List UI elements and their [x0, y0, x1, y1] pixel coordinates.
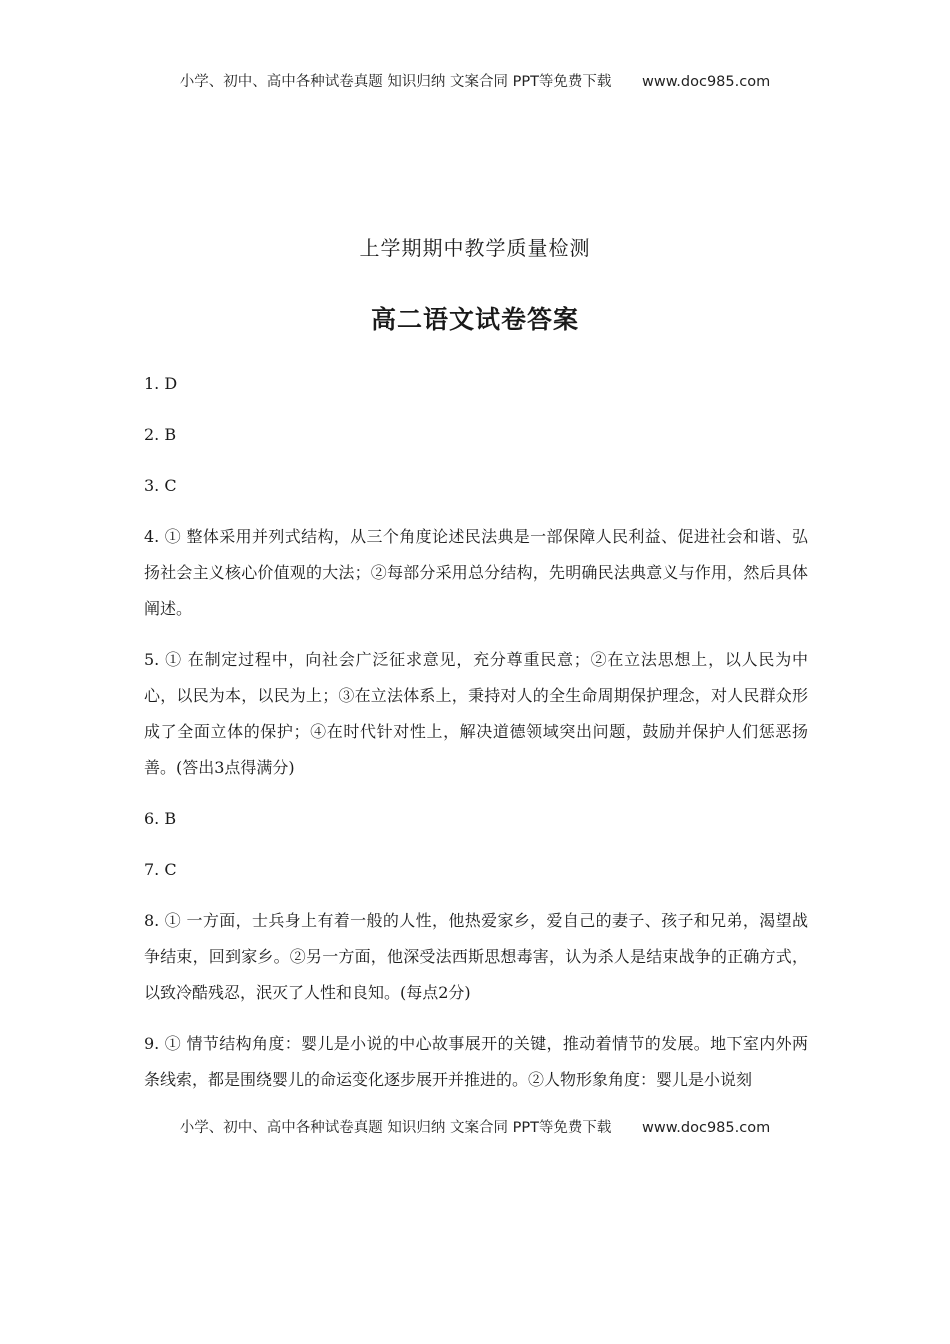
answer-item: 2. B: [144, 425, 177, 444]
answer-item: 5. ① 在制定过程中，向社会广泛征求意见，充分尊重民意；②在立法思想上，以人民为中心，以民为本，以民为上；③在立法体系上，秉持对人的全生命周期保护理念，对人民群众形成了全面立体的保护；④在时代针对性上，解决道德领域突出问题，鼓励并保护人们惩恶扬善。(答出3点得满分): [144, 650, 808, 777]
banner-site-link[interactable]: www.doc985.com: [642, 74, 771, 90]
answer-item: 6. B: [144, 809, 177, 828]
answer-item: 4. ① 整体采用并列式结构，从三个角度论述民法典是一部保障人民利益、促进社会和谐、弘扬社会主义核心价值观的大法；②每部分采用总分结构，先明确民法典意义与作用，然后具体阐述。: [144, 527, 808, 618]
answer-item: 8. ① 一方面，士兵身上有着一般的人性，他热爱家乡，爱自己的妻子、孩子和兄弟，渴望战争结束，回到家乡。②另一方面，他深受法西斯思想毒害，认为杀人是结束战争的正确方式，以致冷酷残忍，泯灭了人性和良知。(每点2分): [144, 911, 808, 1002]
header-banner: [0, 70, 950, 91]
banner-text: 小学、初中、高中各种试卷真题 知识归纳 文案合同 PPT等免费下载: [179, 1120, 612, 1136]
answer-item: 1. D: [144, 374, 178, 393]
footer-banner: [0, 1116, 950, 1137]
answer-item: 9. ① 情节结构角度：婴儿是小说的中心故事展开的关键，推动着情节的发展。地下室内外两条线索，都是围绕婴儿的命运变化逐步展开并推进的。②人物形象角度：婴儿是小说刻: [144, 1034, 808, 1089]
answer-item: 3. C: [144, 476, 177, 495]
answer-item: 7. C: [144, 860, 177, 879]
banner-text: 小学、初中、高中各种试卷真题 知识归纳 文案合同 PPT等免费下载: [179, 74, 612, 90]
banner-site-link[interactable]: www.doc985.com: [642, 1120, 771, 1136]
page-subtitle: 上学期期中教学质量检测: [359, 236, 591, 260]
answer-list: [144, 366, 808, 1113]
page-title: 高二语文试卷答案: [370, 305, 579, 334]
